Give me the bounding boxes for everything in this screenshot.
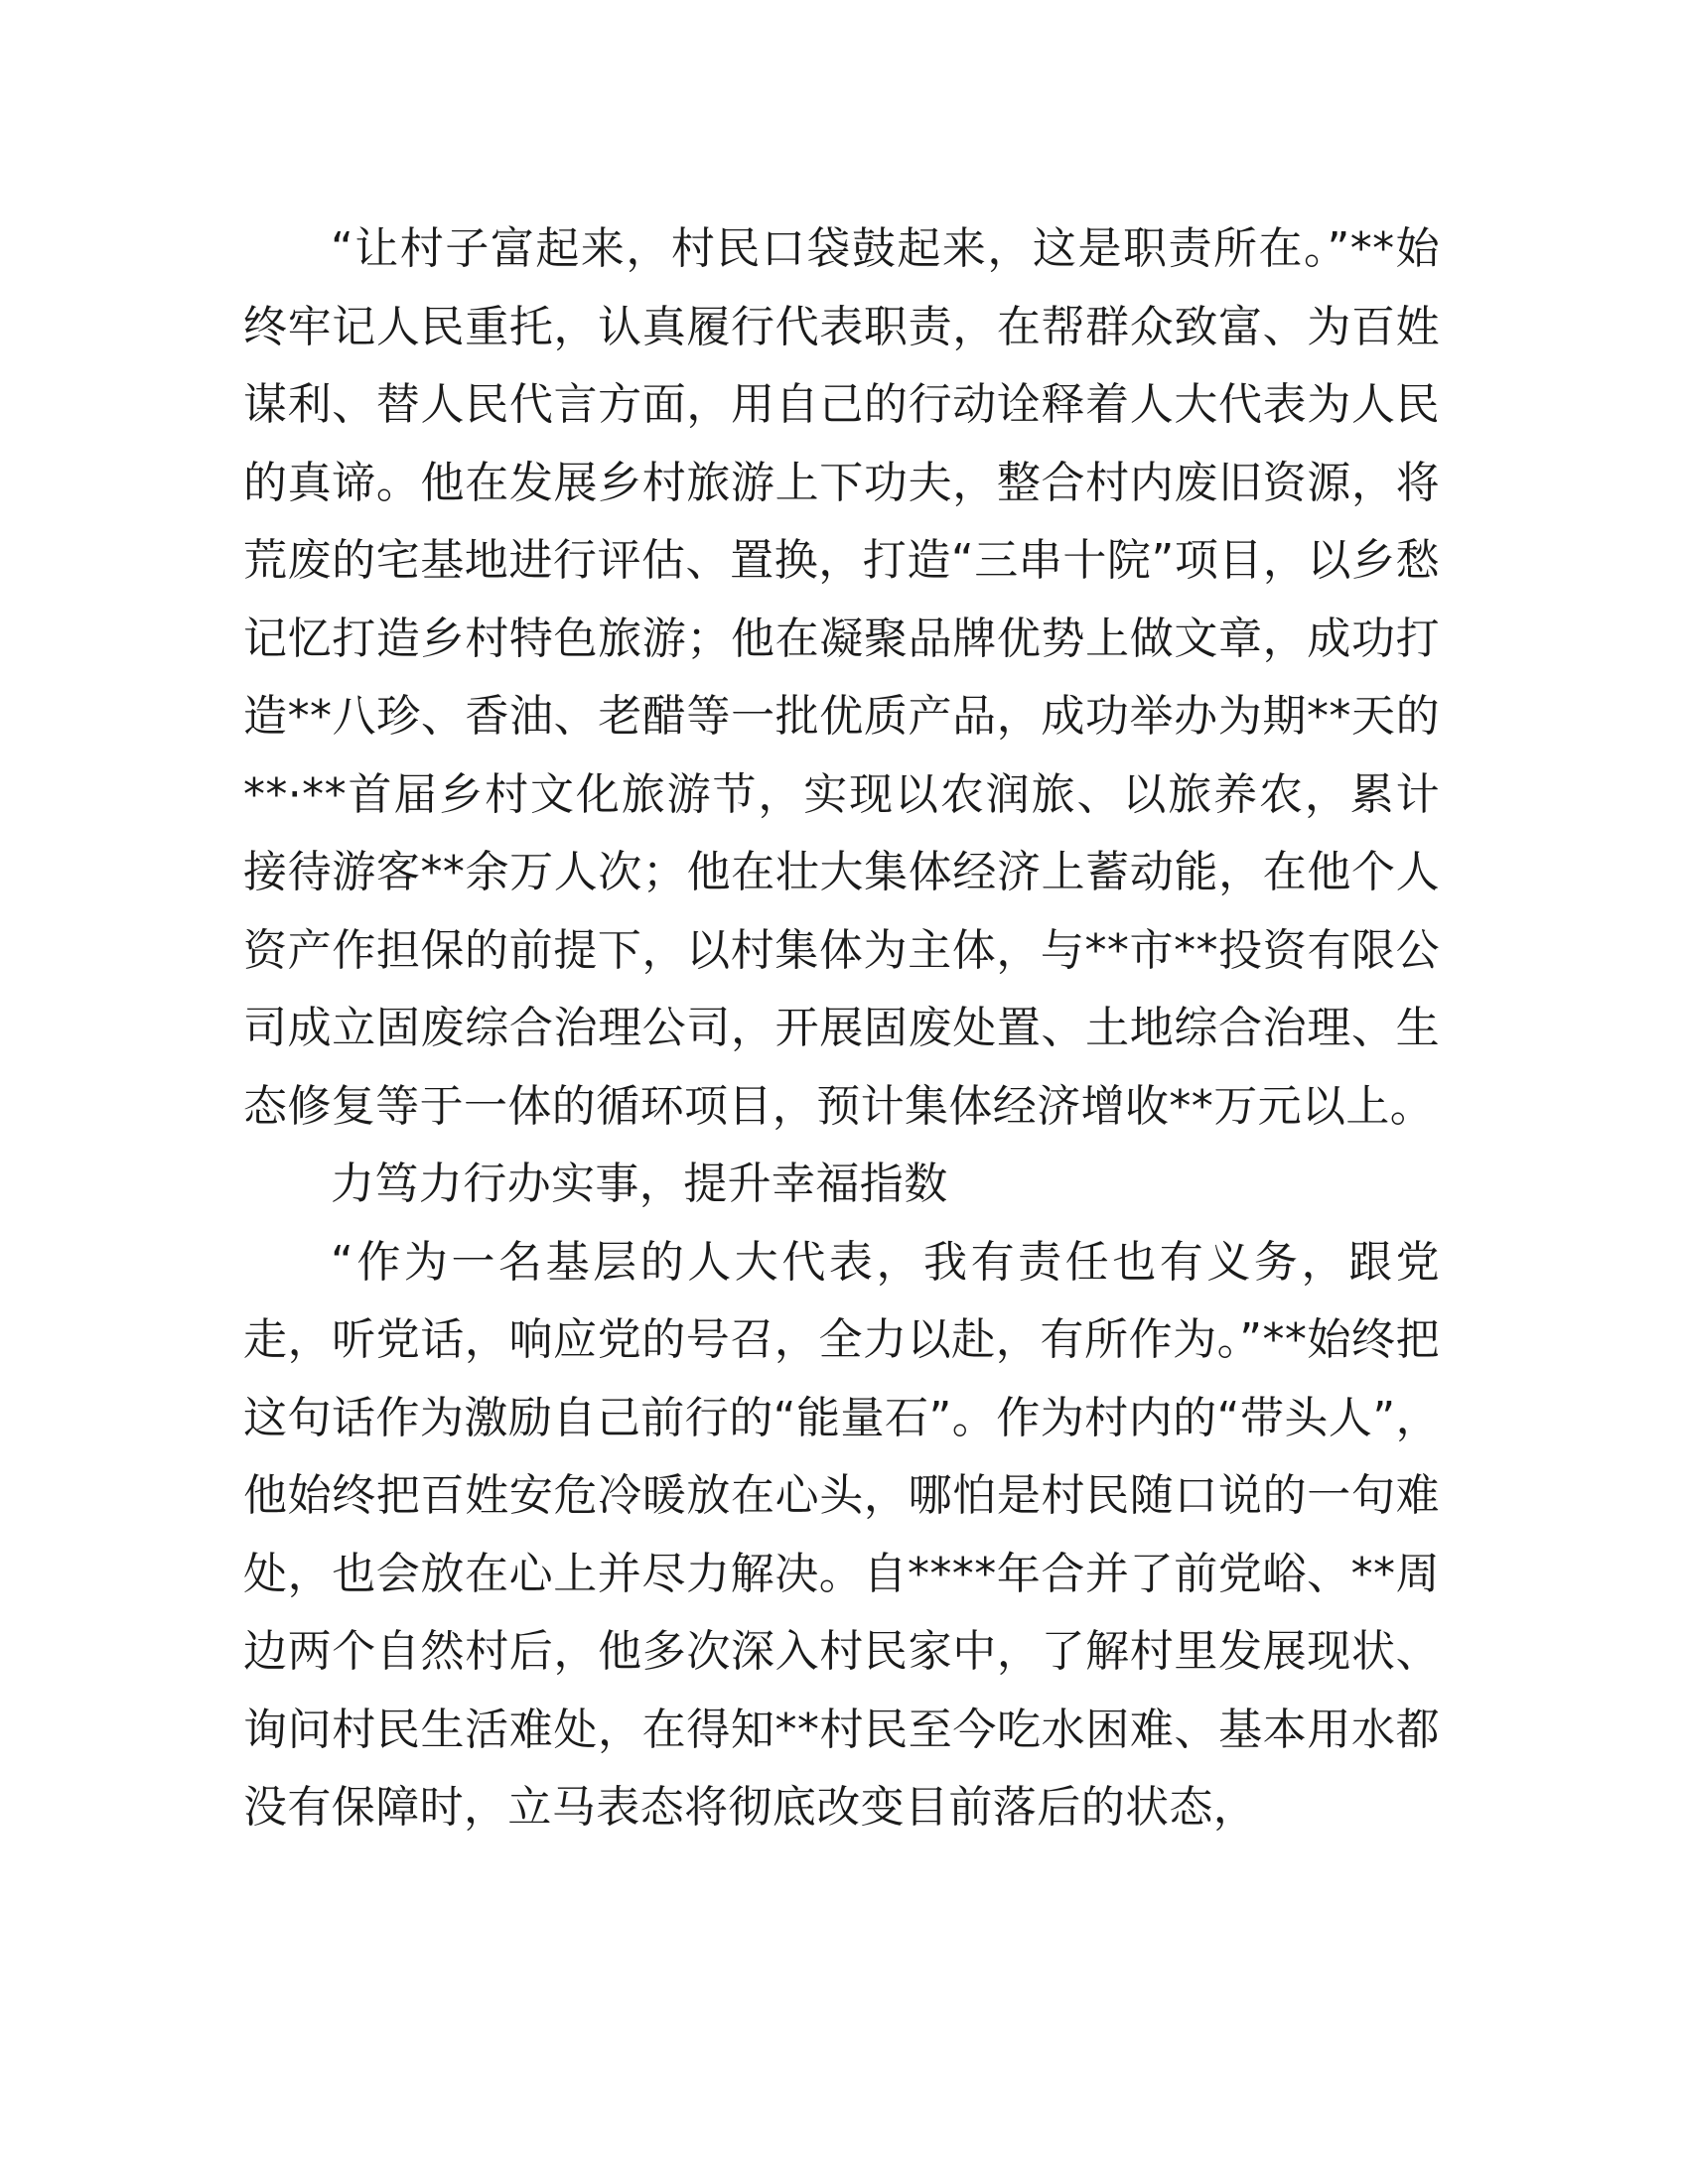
- document-body: [243, 210, 1440, 1847]
- section-heading: 力笃力行办实事，提升幸福指数: [331, 1159, 948, 1209]
- paragraph-1: “让村子富起来，村民口袋鼓起来，这是职责所在。”**始终牢记人民重托，认真履行代表职责，在帮群众致富、为百姓谋利、替人民代言方面，用自己的行动诠释着人大代表为人民的真谛。他在发展乡村旅游上下功夫，整合村内废旧资源，将荒废的宅基地进行评估、置换，打造“三串十院”项目，以乡愁记忆打造乡村特色旅游；他在凝聚品牌优势上做文章，成功打造**八珍、香油、老醋等一批优质产品，成功举办为期**天的**·**首届乡村文化旅游节，实现以农润旅、以旅养农，累计接待游客**余万人次；他在壮大集体经济上蓄动能，在他个人资产作担保的前提下，以村集体为主体，与**市**投资有限公司成立固废综合治理公司，开展固废处置、土地综合治理、生态修复等于一体的循环项目，预计集体经济增收**万元以上。: [243, 223, 1440, 1132]
- paragraph-2: “作为一名基层的人大代表，我有责任也有义务，跟党走，听党话，响应党的号召，全力以赴，有所作为。”**始终把这句话作为激励自己前行的“能量石”。作为村内的“带头人”，他始终把百姓安危冷暖放在心头，哪怕是村民随口说的一句难处，也会放在心上并尽力解决。自****年合并了前党峪、**周边两个自然村后，他多次深入村民家中，了解村里发展现状、询问村民生活难处，在得知**村民至今吃水困难、基本用水都没有保障时，立马表态将彻底改变目前落后的状态，: [243, 1236, 1440, 1833]
